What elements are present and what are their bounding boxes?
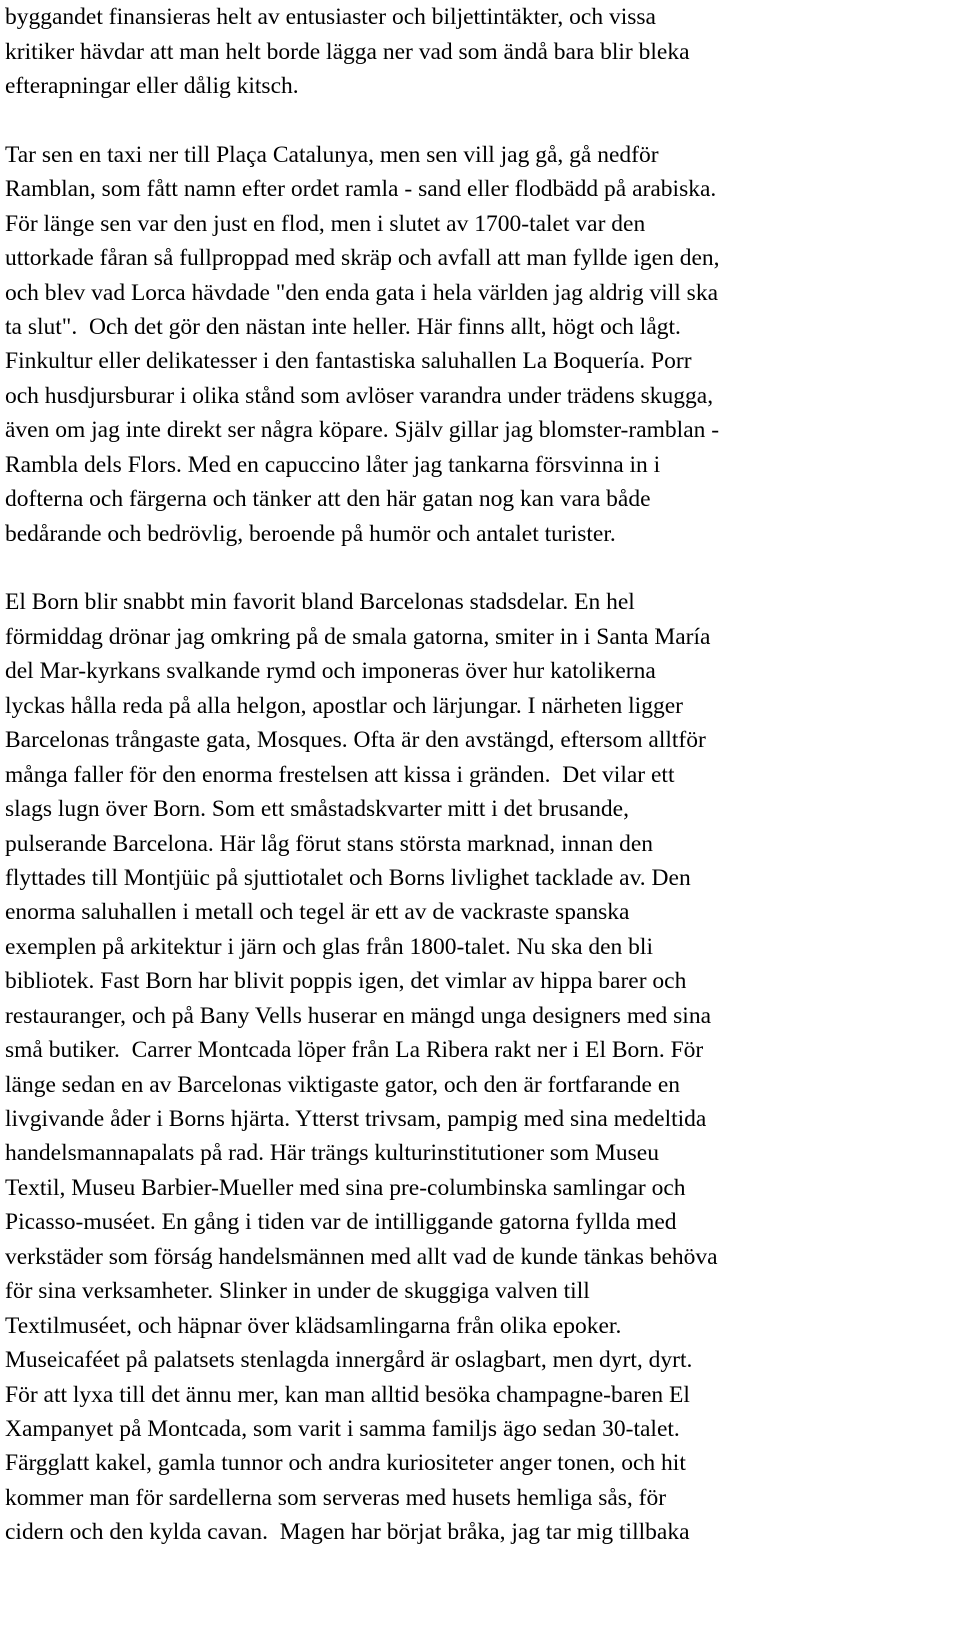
text-line: Ramblan, som fått namn efter ordet ramla - sand eller flodbädd på arabiska. (5, 176, 717, 202)
text-line: bedårande och bedrövlig, beroende på humör och antalet turister. (5, 521, 616, 547)
text-line: länge sedan en av Barcelonas viktigaste gator, och den är fortfarande en (5, 1072, 681, 1098)
text-line: pulserande Barcelona. Här låg förut stans största marknad, innan den (5, 831, 653, 857)
text-line: ta slut". Och det gör den nästan inte heller. Här finns allt, högt och lågt. (5, 314, 681, 340)
text-line: flyttades till Montjüic på sjuttiotalet och Borns livlighet tacklade av. Den (5, 865, 691, 891)
text-line: Barcelonas trångaste gata, Mosques. Ofta är den avstängd, eftersom alltför (5, 727, 706, 753)
text-line: Färgglatt kakel, gamla tunnor och andra kuriositeter anger tonen, och hit (5, 1450, 686, 1476)
text-line: För länge sen var den just en flod, men i slutet av 1700-talet var den (5, 211, 646, 237)
text-line: små butiker. Carrer Montcada löper från La Ribera rakt ner i El Born. För (5, 1037, 704, 1063)
text-line: byggandet finansieras helt av entusiaster och biljettintäkter, och vissa (5, 4, 656, 30)
text-line: slags lugn över Born. Som ett småstadskvarter mitt i det brusande, (5, 796, 629, 822)
text-line: El Born blir snabbt min favorit bland Barcelonas stadsdelar. En hel (5, 589, 635, 615)
text-line: handelsmannapalats på rad. Här trängs kulturinstitutioner som Museu (5, 1140, 659, 1166)
text-line: Textilmuséet, och häpnar över klädsamlingarna från olika epoker. (5, 1313, 622, 1339)
text-line: Picasso-muséet. En gång i tiden var de intilliggande gatorna fyllda med (5, 1209, 677, 1235)
text-line: Rambla dels Flors. Med en capuccino låter jag tankarna försvinna in i (5, 452, 661, 478)
text-line: efterapningar eller dålig kitsch. (5, 73, 299, 99)
text-line: även om jag inte direkt ser några köpare. Själv gillar jag blomster-ramblan - (5, 417, 720, 443)
text-line: Museicaféet på palatsets stenlagda innergård är oslagbart, men dyrt, dyrt. (5, 1347, 693, 1373)
text-line: kommer man för sardellerna som serveras med husets hemliga sås, för (5, 1485, 667, 1511)
text-line: och blev vad Lorca hävdade "den enda gata i hela världen jag aldrig vill ska (5, 280, 718, 306)
text-line: kritiker hävdar att man helt borde lägga ner vad som ändå bara blir bleka (5, 39, 690, 65)
text-line: enorma saluhallen i metall och tegel är ett av de vackraste spanska (5, 899, 630, 925)
text-line: bibliotek. Fast Born har blivit poppis igen, det vimlar av hippa barer och (5, 968, 687, 994)
text-line: uttorkade fåran så fullproppad med skräp och avfall att man fyllde igen den, (5, 245, 720, 271)
text-line: och husdjursburar i olika stånd som avlöser varandra under trädens skugga, (5, 383, 714, 409)
text-line: verkstäder som förság handelsmännen med allt vad de kunde tänkas behöva (5, 1244, 718, 1270)
text-line: Textil, Museu Barbier-Mueller med sina pre-columbinska samlingar och (5, 1175, 686, 1201)
text-line: restauranger, och på Bany Vells huserar en mängd unga designers med sina (5, 1003, 712, 1029)
text-line: cidern och den kylda cavan. Magen har börjat bråka, jag tar mig tillbaka (5, 1519, 690, 1545)
text-line: Tar sen en taxi ner till Plaça Catalunya, men sen vill jag gå, gå nedför (5, 142, 659, 168)
text-line: del Mar-kyrkans svalkande rymd och imponeras över hur katolikerna (5, 658, 656, 684)
text-line: dofterna och färgerna och tänker att den här gatan nog kan vara både (5, 486, 651, 512)
text-line: Xampanyet på Montcada, som varit i samma familjs ägo sedan 30-talet. (5, 1416, 680, 1442)
text-line: exemplen på arkitektur i järn och glas från 1800-talet. Nu ska den bli (5, 934, 653, 960)
text-line: förmiddag drönar jag omkring på de smala gatorna, smiter in i Santa María (5, 624, 711, 650)
text-line: För att lyxa till det ännu mer, kan man alltid besöka champagne-baren El (5, 1382, 690, 1408)
text-line: lyckas hålla reda på alla helgon, apostlar och lärjungar. I närheten ligger (5, 693, 683, 719)
text-line: för sina verksamheter. Slinker in under de skuggiga valven till (5, 1278, 590, 1304)
text-line: livgivande åder i Borns hjärta. Ytterst trivsam, pampig med sina medeltida (5, 1106, 707, 1132)
text-line: Finkultur eller delikatesser i den fantastiska saluhallen La Boquería. Porr (5, 348, 692, 374)
text-line: många faller för den enorma frestelsen att kissa i gränden. Det vilar ett (5, 762, 675, 788)
